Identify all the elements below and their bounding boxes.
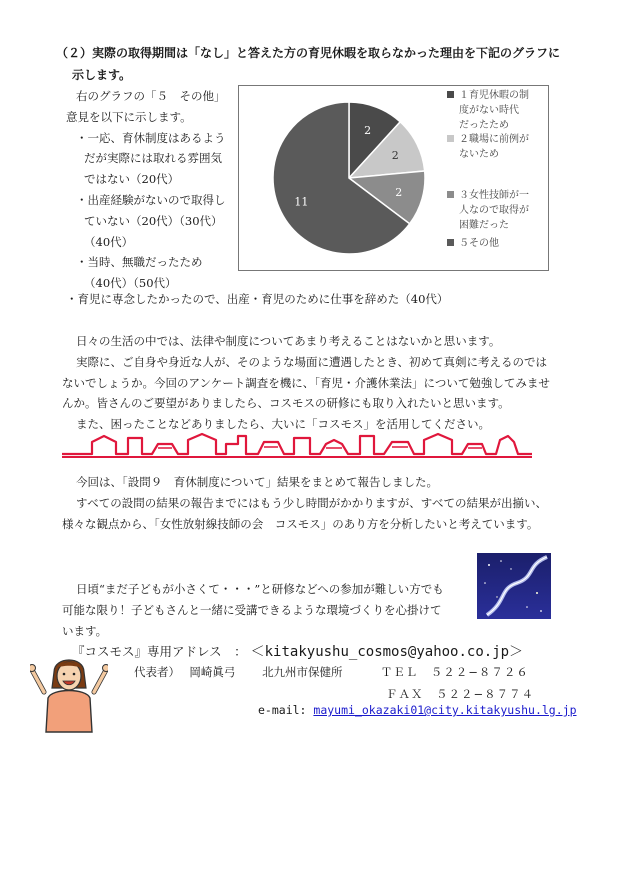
opinions-intro-2: 意見を以下に示します。: [66, 109, 192, 124]
heading-line-2: 示します。: [72, 68, 132, 82]
legend-label: だったため: [459, 120, 509, 131]
para2-line-3: 様々な観点から、「女性放射線技師の会 コスモス」のあり方を分析したいと考えています。: [62, 516, 539, 531]
legend-swatch: [447, 91, 454, 98]
representative-line: [134, 664, 529, 680]
cosmos-address: ＜kitakyushu_cosmos@yahoo.co.jp＞: [250, 644, 524, 660]
para3-line-2: 可能な限り！子どもさんと一緒に受講できるような環境づくりを心掛けて: [62, 602, 442, 617]
email-line: [258, 703, 577, 717]
legend-swatch: [447, 239, 454, 246]
para1-line-3: ないでしょうか。今回のアンケート調査を機に、「育児・介護休業法」について勉強してみませ: [62, 375, 550, 390]
legend-swatch: [447, 191, 454, 198]
legend-label: 困難だった: [459, 220, 509, 231]
para1-line-2: 実際に、ご自身や身近な人が、そのような場面に遭遇したとき、初めて真剣に考えるのでは: [76, 354, 548, 369]
opinions-intro-1: 右のグラフの「５ その他」: [76, 89, 226, 103]
legend-label: ないため: [459, 149, 499, 160]
legend-label: ３女性技師が一: [459, 190, 529, 201]
cheering-woman-illustration: [30, 652, 108, 734]
fax-number: ＦＡＸ ５２２−８７７４: [386, 687, 535, 701]
pie-data-label: 11: [294, 195, 309, 209]
legend-label: ５その他: [459, 238, 499, 249]
para3-line-3: います。: [62, 623, 108, 638]
opinion-1-line-1: ・一応、育休制度はあるよう: [76, 130, 226, 145]
house-skyline-divider: [62, 430, 532, 460]
para2-line-1: 今回は、「設問９ 育休制度について」結果をまとめて報告しました。: [76, 475, 439, 489]
pie-data-label: 2: [395, 186, 403, 200]
starry-path-image: [477, 553, 551, 619]
paragraph-report: [62, 472, 562, 534]
opinion-1-line-2: だが実際には取れる雰囲気: [84, 151, 222, 166]
section-heading: [56, 42, 566, 86]
opinion-2-line-2: ていない（20代）（30代）: [84, 213, 223, 228]
other-opinions-block: [66, 86, 236, 294]
legend-label: １育児休暇の制: [459, 90, 529, 101]
opinion-3-line-2: （40代）（50代）: [84, 276, 177, 291]
legend-label: 度がない時代: [459, 105, 519, 116]
cosmos-address-line: [72, 641, 523, 661]
para1-line-4: んか。皆さんのご要望がありましたら、コスモスの研修にも取り入れたいと思います。: [62, 396, 510, 411]
paragraph-laws: [62, 331, 562, 435]
legend-swatch: [447, 135, 454, 142]
email-link[interactable]: mayumi_okazaki01@city.kitakyushu.lg.jp: [313, 703, 577, 717]
opinion-2-line-3: （40代）: [84, 234, 134, 249]
rep-label: 代表者）: [134, 665, 175, 679]
para1-line-5: また、困ったことなどありましたら、大いに「コスモス」を活用してください。: [76, 417, 490, 432]
pie-chart-box: [238, 85, 549, 271]
opinion-4: ・育児に専念したかったので、出産・育児のために仕事を辞めた（40代）: [66, 292, 449, 306]
opinion-2-line-1: ・出産経験がないので取得し: [76, 192, 226, 207]
pie-data-label: 2: [364, 123, 372, 137]
tel-number: ＴＥＬ ５２２−８７２６: [380, 665, 529, 679]
opinion-3-line-1: ・当時、無職だったため: [76, 255, 203, 270]
para2-line-2: すべての設問の結果の報告までにはもう少し時間がかかりますが、すべての結果が出揃い、: [76, 495, 548, 510]
email-label: e-mail:: [258, 703, 307, 717]
rep-name: 岡崎眞弓: [189, 665, 236, 679]
office-name: 北九州市保健所: [262, 665, 343, 679]
opinion-1-line-3: ではない（20代）: [84, 172, 180, 187]
para1-line-1: 日々の生活の中では、法律や制度についてあまり考えることはないかと思います。: [76, 334, 501, 348]
paragraph-children: [62, 579, 482, 641]
pie-data-label: 2: [391, 148, 399, 162]
heading-line-1: （２）実際の取得期間は「なし」と答えた方の育児休暇を取らなかった理由を下記のグラフに: [56, 46, 561, 60]
address-label: 『コスモス』専用アドレス ：: [72, 644, 247, 659]
legend-label: ２職場に前例が: [459, 134, 529, 145]
pie-chart: [239, 86, 548, 270]
para3-line-1: 日頃“まだ子どもが小さくて・・・”と研修などへの参加が難しい方でも: [76, 582, 444, 596]
legend-label: 人なので取得が: [459, 205, 529, 216]
